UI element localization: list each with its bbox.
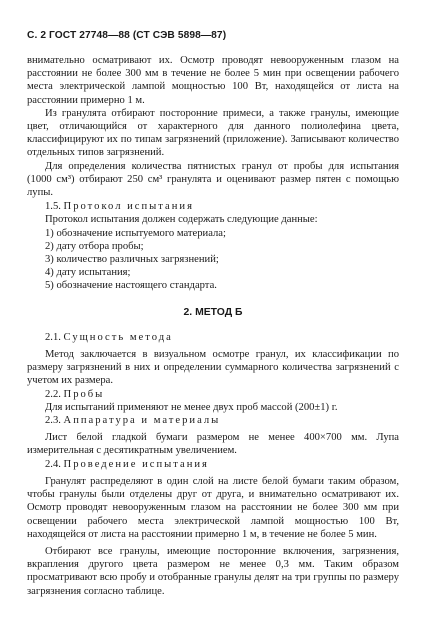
paragraph-impurities: Из гранулята отбирают посторонние примеси, а также гранулы, имеющие цвет, отличающийся от характерного для данного полиолефина цвета, классифицируют их по типам загрязнений (приложение). Записывают количество отдельных типов загрязнений. — [27, 107, 399, 159]
section-number: 2.4. — [45, 458, 61, 470]
section-number: 2.1. — [45, 331, 61, 343]
section-2-title: 2. МЕТОД Б — [183, 306, 243, 318]
list-item: 5) обозначение настоящего стандарта. — [45, 280, 217, 292]
list-item: 2) дату отбора пробы; — [45, 240, 144, 252]
list-item: 4) дату испытания; — [45, 267, 131, 279]
section-2-3-text: Лист белой гладкой бумаги размером не менее 400×700 мм. Лупа измерительная с десятикратным увеличением. — [27, 432, 399, 457]
section-title: Сущность метода — [63, 331, 173, 343]
list-item: 3) количество различных загрязнений; — [45, 254, 219, 266]
section-2-4-paragraph-2: Отбирают все гранулы, имеющие посторонние включения, загрязнения, вкрапления другого цвета размером не менее 0,3 мм. Таким образом просматривают всю пробу и отобранные гранулы делят на три группы по размеру загрязнения согласно таблице. — [27, 545, 399, 597]
protocol-list — [27, 227, 399, 293]
section-2-2-text: Для испытаний применяют не менее двух проб массой (200±1) г. — [45, 401, 338, 413]
list-item: 1) обозначение испытуемого материала; — [45, 227, 226, 239]
page-content — [27, 54, 399, 598]
section-2-1-heading — [27, 331, 399, 344]
protocol-intro: Протокол испытания должен содержать следующие данные: — [45, 214, 318, 226]
page-header: С. 2 ГОСТ 27748—88 (СТ СЭВ 5898—87) — [27, 30, 227, 41]
section-title: Пробы — [63, 388, 105, 400]
section-2-2-heading — [27, 388, 399, 401]
section-2-4-heading — [27, 458, 399, 471]
section-number: 2.2. — [45, 388, 61, 400]
section-2-3-heading — [27, 414, 399, 427]
section-number: 2.3. — [45, 415, 61, 427]
section-2-1-text: Метод заключается в визуальном осмотре гранул, их классификации по размеру загрязнений в них и определении суммарного количества загрязнений с учетом их размера. — [27, 349, 399, 387]
section-2-4-paragraph-1: Гранулят распределяют в один слой на листе белой бумаги таким образом, чтобы гранулы были отделены друг от друга, и внимательно осматривают их. Осмотр проводят невооруженным глазом на расстоянии не более 300 мм при освещении рабочего места электрической лампой мощностью 100 Вт, находящейся от листа на расстоянии примерно 1 м, в течение не более 5 мин. — [27, 475, 399, 540]
section-title: Протокол испытания — [63, 201, 194, 213]
section-number: 1.5. — [45, 201, 61, 213]
paragraph-continuation: внимательно осматривают их. Осмотр проводят невооруженным глазом на расстоянии не более 300 мм в течение не более 5 мин при освещении рабочего места электрической лампой мощностью 100 Вт, находящейся от листа на расстоянии примерно 1 м. — [27, 55, 399, 106]
section-1-5-heading — [27, 200, 399, 213]
paragraph-spotted-granules: Для определения количества пятнистых гранул от пробы для испытания (1000 см³) отбирают 250 см³ гранулята и оценивают размер пятен с помощью лупы. — [27, 160, 399, 199]
section-title: Аппаратура и материалы — [63, 415, 221, 427]
section-title: Проведение испытания — [63, 458, 209, 470]
